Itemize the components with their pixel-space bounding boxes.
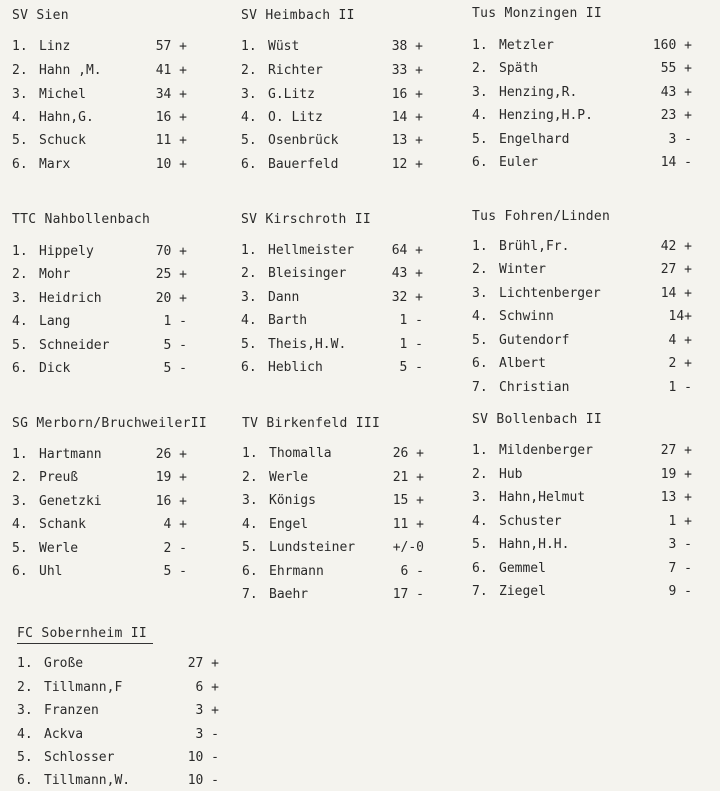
player-score: 26 +	[155, 447, 187, 462]
player-rank: 3.	[241, 87, 257, 102]
player-rank: 2.	[17, 680, 33, 695]
player-name: Tillmann,W.	[44, 773, 131, 788]
player-name: Schuster	[499, 514, 562, 529]
player-rank: 4.	[472, 514, 488, 529]
player-rank: 2.	[241, 266, 257, 281]
player-rank: 4.	[12, 314, 28, 329]
player-name: Späth	[499, 61, 539, 76]
player-rank: 1.	[241, 39, 257, 54]
player-name: G.Litz	[268, 87, 315, 102]
player-name: Heblich	[268, 360, 323, 375]
team-title: FC Sobernheim II	[17, 626, 153, 644]
player-name: Euler	[499, 155, 539, 170]
player-score: 19 +	[155, 470, 187, 485]
player-name: Bleisinger	[268, 266, 347, 281]
player-score: 11 +	[155, 133, 187, 148]
player-score: 13 +	[660, 490, 692, 505]
player-score: 15 +	[392, 493, 424, 508]
player-score: 160 +	[652, 38, 692, 53]
player-score: 14 -	[660, 155, 692, 170]
player-name: Hahn ,M.	[39, 63, 102, 78]
player-rank: 6.	[472, 356, 488, 371]
player-score: 2 +	[668, 356, 692, 371]
player-rank: 5.	[242, 540, 258, 555]
player-rank: 6.	[12, 157, 28, 172]
player-rank: 6.	[472, 561, 488, 576]
player-rank: 5.	[241, 337, 257, 352]
player-score: 33 +	[391, 63, 423, 78]
player-name: Königs	[269, 493, 316, 508]
player-name: Lang	[39, 314, 71, 329]
player-name: Hartmann	[39, 447, 102, 462]
player-rank: 1.	[472, 239, 488, 254]
player-rank: 6.	[12, 564, 28, 579]
player-score: 14 +	[391, 110, 423, 125]
player-score: 7 -	[668, 561, 692, 576]
player-name: Gemmel	[499, 561, 546, 576]
player-rank: 5.	[241, 133, 257, 148]
player-name: Michel	[39, 87, 86, 102]
player-name: Ziegel	[499, 584, 546, 599]
player-name: Lundsteiner	[269, 540, 356, 555]
player-name: Dick	[39, 361, 71, 376]
player-rank: 4.	[17, 727, 33, 742]
player-name: Hahn,G.	[39, 110, 94, 125]
player-rank: 3.	[472, 286, 488, 301]
player-name: Dann	[268, 290, 300, 305]
player-score: 23 +	[660, 108, 692, 123]
player-score: 25 +	[155, 267, 187, 282]
player-name: Theis,H.W.	[268, 337, 347, 352]
player-name: Brühl,Fr.	[499, 239, 570, 254]
player-rank: 2.	[242, 470, 258, 485]
player-name: Uhl	[39, 564, 63, 579]
player-name: Albert	[499, 356, 546, 371]
player-name: Ehrmann	[269, 564, 324, 579]
player-score: 6 +	[195, 680, 219, 695]
player-score: 3 -	[668, 537, 692, 552]
player-name: Henzing,H.P.	[499, 108, 593, 123]
player-rank: 5.	[12, 541, 28, 556]
player-score: 4 +	[163, 517, 187, 532]
player-name: Schneider	[39, 338, 110, 353]
player-name: Preuß	[39, 470, 79, 485]
player-name: Schank	[39, 517, 86, 532]
player-score: 21 +	[392, 470, 424, 485]
player-name: Baehr	[269, 587, 309, 602]
player-score: 3 -	[195, 727, 219, 742]
player-name: Henzing,R.	[499, 85, 578, 100]
player-score: 4 +	[668, 333, 692, 348]
player-score: +/-0	[392, 540, 424, 555]
player-name: Marx	[39, 157, 71, 172]
player-score: 34 +	[155, 87, 187, 102]
team-title: SG Merborn/BruchweilerII	[12, 416, 208, 431]
player-rank: 4.	[12, 110, 28, 125]
player-name: Genetzki	[39, 494, 102, 509]
team-title: SV Bollenbach II	[472, 412, 603, 427]
player-name: Hub	[499, 467, 523, 482]
player-name: Osenbrück	[268, 133, 339, 148]
player-rank: 7.	[242, 587, 258, 602]
player-name: Werle	[39, 541, 79, 556]
player-score: 16 +	[155, 494, 187, 509]
player-rank: 5.	[472, 132, 488, 147]
player-score: 38 +	[391, 39, 423, 54]
player-rank: 5.	[472, 537, 488, 552]
player-rank: 7.	[472, 380, 488, 395]
player-score: 5 -	[399, 360, 423, 375]
player-rank: 4.	[241, 110, 257, 125]
player-rank: 4.	[241, 313, 257, 328]
player-rank: 5.	[17, 750, 33, 765]
player-name: Schlosser	[44, 750, 115, 765]
player-score: 10 -	[187, 750, 219, 765]
player-score: 64 +	[391, 243, 423, 258]
player-score: 5 -	[163, 564, 187, 579]
player-name: Schuck	[39, 133, 86, 148]
player-score: 20 +	[155, 291, 187, 306]
team-title: SV Kirschroth II	[241, 212, 372, 227]
player-name: Hahn,Helmut	[499, 490, 586, 505]
player-score: 1 +	[668, 514, 692, 529]
player-rank: 5.	[472, 333, 488, 348]
player-name: Hellmeister	[268, 243, 355, 258]
player-rank: 7.	[472, 584, 488, 599]
player-name: Mildenberger	[499, 443, 593, 458]
player-score: 1 -	[399, 337, 423, 352]
player-rank: 3.	[12, 87, 28, 102]
player-rank: 4.	[472, 309, 488, 324]
player-score: 2 -	[163, 541, 187, 556]
player-rank: 1.	[472, 443, 488, 458]
player-name: Hippely	[39, 244, 94, 259]
team-title: Tus Fohren/Linden	[472, 209, 611, 224]
player-rank: 2.	[472, 262, 488, 277]
team-title: TTC Nahbollenbach	[12, 212, 151, 227]
player-rank: 2.	[241, 63, 257, 78]
player-name: Mohr	[39, 267, 71, 282]
player-score: 5 -	[163, 338, 187, 353]
player-score: 16 +	[391, 87, 423, 102]
player-score: 9 -	[668, 584, 692, 599]
player-score: 43 +	[391, 266, 423, 281]
player-rank: 2.	[472, 467, 488, 482]
team-title: TV Birkenfeld III	[242, 416, 381, 431]
player-score: 16 +	[155, 110, 187, 125]
player-score: 26 +	[392, 446, 424, 461]
player-rank: 1.	[241, 243, 257, 258]
player-rank: 6.	[241, 360, 257, 375]
player-rank: 5.	[12, 133, 28, 148]
player-score: 70 +	[155, 244, 187, 259]
player-name: Franzen	[44, 703, 99, 718]
player-score: 3 +	[195, 703, 219, 718]
player-score: 14 +	[660, 286, 692, 301]
player-rank: 3.	[12, 494, 28, 509]
player-name: Gutendorf	[499, 333, 570, 348]
player-rank: 2.	[12, 470, 28, 485]
player-score: 27 +	[660, 262, 692, 277]
team-title: Tus Monzingen II	[472, 6, 603, 21]
player-score: 17 -	[392, 587, 424, 602]
player-score: 42 +	[660, 239, 692, 254]
player-rank: 3.	[12, 291, 28, 306]
player-name: Barth	[268, 313, 308, 328]
player-rank: 4.	[472, 108, 488, 123]
player-rank: 6.	[17, 773, 33, 788]
player-score: 19 +	[660, 467, 692, 482]
player-name: Linz	[39, 39, 71, 54]
player-rank: 6.	[241, 157, 257, 172]
player-score: 12 +	[391, 157, 423, 172]
player-score: 43 +	[660, 85, 692, 100]
player-name: Engel	[269, 517, 309, 532]
player-score: 14+	[668, 309, 692, 324]
player-rank: 5.	[12, 338, 28, 353]
player-rank: 1.	[12, 244, 28, 259]
player-rank: 1.	[472, 38, 488, 53]
player-name: Heidrich	[39, 291, 102, 306]
player-score: 1 -	[668, 380, 692, 395]
player-score: 57 +	[155, 39, 187, 54]
player-name: Richter	[268, 63, 323, 78]
player-score: 1 -	[163, 314, 187, 329]
player-name: Metzler	[499, 38, 554, 53]
player-rank: 3.	[242, 493, 258, 508]
player-rank: 3.	[241, 290, 257, 305]
player-rank: 4.	[12, 517, 28, 532]
player-score: 11 +	[392, 517, 424, 532]
player-rank: 6.	[472, 155, 488, 170]
player-score: 1 -	[399, 313, 423, 328]
player-name: Lichtenberger	[499, 286, 601, 301]
player-name: Thomalla	[269, 446, 332, 461]
player-score: 27 +	[660, 443, 692, 458]
player-rank: 2.	[12, 63, 28, 78]
player-name: Bauerfeld	[268, 157, 339, 172]
player-rank: 2.	[12, 267, 28, 282]
player-rank: 6.	[242, 564, 258, 579]
player-rank: 3.	[472, 85, 488, 100]
player-score: 10 +	[155, 157, 187, 172]
player-score: 10 -	[187, 773, 219, 788]
player-score: 5 -	[163, 361, 187, 376]
player-name: Tillmann,F	[44, 680, 123, 695]
team-title: SV Sien	[12, 8, 69, 23]
player-score: 41 +	[155, 63, 187, 78]
player-name: Engelhard	[499, 132, 570, 147]
player-rank: 1.	[242, 446, 258, 461]
player-name: O. Litz	[268, 110, 323, 125]
player-rank: 6.	[12, 361, 28, 376]
player-rank: 1.	[17, 656, 33, 671]
player-rank: 3.	[17, 703, 33, 718]
player-name: Schwinn	[499, 309, 554, 324]
player-score: 6 -	[400, 564, 424, 579]
player-score: 32 +	[391, 290, 423, 305]
player-name: Ackva	[44, 727, 84, 742]
player-rank: 3.	[472, 490, 488, 505]
player-rank: 1.	[12, 447, 28, 462]
player-rank: 4.	[242, 517, 258, 532]
player-score: 27 +	[187, 656, 219, 671]
player-score: 55 +	[660, 61, 692, 76]
team-title: SV Heimbach II	[241, 8, 355, 23]
player-score: 3 -	[668, 132, 692, 147]
player-name: Winter	[499, 262, 546, 277]
player-name: Werle	[269, 470, 309, 485]
player-rank: 2.	[472, 61, 488, 76]
player-rank: 1.	[12, 39, 28, 54]
player-name: Große	[44, 656, 84, 671]
player-name: Wüst	[268, 39, 300, 54]
player-name: Hahn,H.H.	[499, 537, 570, 552]
player-name: Christian	[499, 380, 570, 395]
player-score: 13 +	[391, 133, 423, 148]
